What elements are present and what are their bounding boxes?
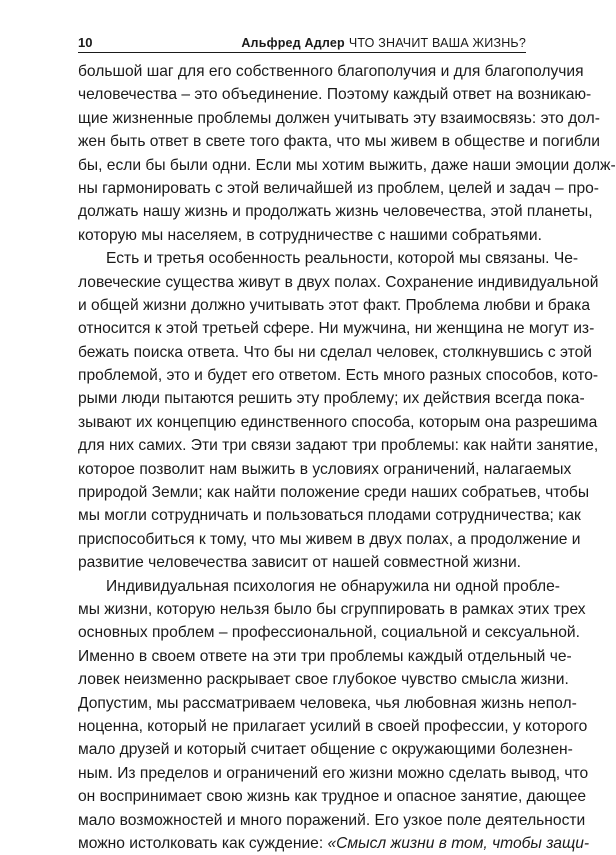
text-line: он воспринимает свою жизнь как трудное и опасное занятие, дающее (78, 788, 587, 806)
text-line: Именно в своем ответе на эти три проблемы каждый отдельный че- (78, 647, 572, 665)
text-line-plain: можно истолковать как суждение: (78, 834, 328, 852)
text-line: бежать поиска ответа. Что бы ни сделал человек, столкнувшись с этой (78, 343, 592, 361)
header-book-title: ЧТО ЗНАЧИТ ВАША ЖИЗНЬ? (348, 36, 526, 50)
text-line: которую мы населяем, в сотрудничестве с нашими собратьями. (78, 226, 542, 244)
text-line: бы, если бы были одни. Если мы хотим выжить, даже наши эмоции долж- (78, 156, 616, 174)
text-line: должать нашу жизнь и продолжать жизнь человечества, этой планеты, (78, 203, 593, 221)
text-line: ловек неизменно раскрывает свое глубокое чувство смысла жизни. (78, 671, 569, 689)
paragraph (78, 60, 616, 247)
quote-start: «Смысл жизни в том, чтобы защи- (327, 834, 590, 852)
header-rule (78, 52, 526, 53)
text-line: щие жизненные проблемы должен учитывать эту взаимосвязь: это дол- (78, 109, 600, 127)
text-line-continued (78, 832, 590, 855)
page-number: 10 (78, 35, 93, 50)
text-line: основных проблем – профессиональной, социальной и сексуальной. (78, 624, 580, 642)
paragraph (78, 247, 599, 574)
text-line: проблемой, это и будет его ответом. Есть много разных способов, кото- (78, 367, 599, 385)
text-line: приспособиться к тому, что мы живем в двух полах, а продолжение и (78, 530, 581, 548)
running-title (241, 36, 526, 50)
text-line: мало друзей и который считает общение с окружающими болезнен- (78, 741, 573, 759)
text-line: человечества – это объединение. Поэтому каждый ответ на возникаю- (78, 86, 592, 104)
text-line: рыми люди пытаются решить эту проблему; их действия всегда пока- (78, 390, 585, 408)
text-line: природой Земли; как найти положение среди наших собратьев, чтобы (78, 484, 590, 502)
text-line: ным. Из пределов и ограничений его жизни можно сделать вывод, что (78, 764, 589, 782)
body-text (78, 60, 616, 855)
text-line: мы могли сотрудничать и пользоваться плодами сотрудничества; как (78, 507, 581, 525)
text-line: относится к этой третьей сфере. Ни мужчина, ни женщина не могут из- (78, 320, 595, 338)
text-line: Допустим, мы рассматриваем человека, чья любовная жизнь непол- (78, 694, 577, 712)
running-header (78, 28, 526, 50)
text-line: мы жизни, которую нельзя было бы сгруппировать в рамках этих трех (78, 600, 586, 618)
text-line: ны гармонировать с этой величайшей из проблем, целей и задач – про- (78, 179, 600, 197)
text-line: жен быть ответ в свете того факта, что мы живем в обществе и погибли (78, 133, 600, 151)
text-line: ноценна, который не прилагает усилий в своей профессии, у которого (78, 717, 588, 735)
text-line: для них самих. Эти три связи задают три проблемы: как найти занятие, (78, 437, 599, 455)
paragraph (78, 575, 590, 855)
text-line: ловеческие существа живут в двух полах. Сохранение индивидуальной (78, 273, 599, 291)
text-line: развитие человечества зависит от нашей совместной жизни. (78, 554, 521, 572)
text-line: зывают их концепцию единственного способа, которым она разрешима (78, 413, 598, 431)
header-author: Альфред Адлер (241, 36, 345, 50)
text-line: Есть и третья особенность реальности, которой мы связаны. Че- (106, 250, 579, 268)
text-line: и общей жизни должно учитывать этот факт. Проблема любви и брака (78, 296, 591, 314)
text-line: Индивидуальная психология не обнаружила ни одной пробле- (106, 577, 560, 595)
text-line: мало возможностей и много поражений. Его узкое поле деятельности (78, 811, 586, 829)
text-line: которое позволит нам выжить в условиях ограничений, налагаемых (78, 460, 572, 478)
text-line: большой шаг для его собственного благополучия и для благополучия (78, 63, 584, 80)
